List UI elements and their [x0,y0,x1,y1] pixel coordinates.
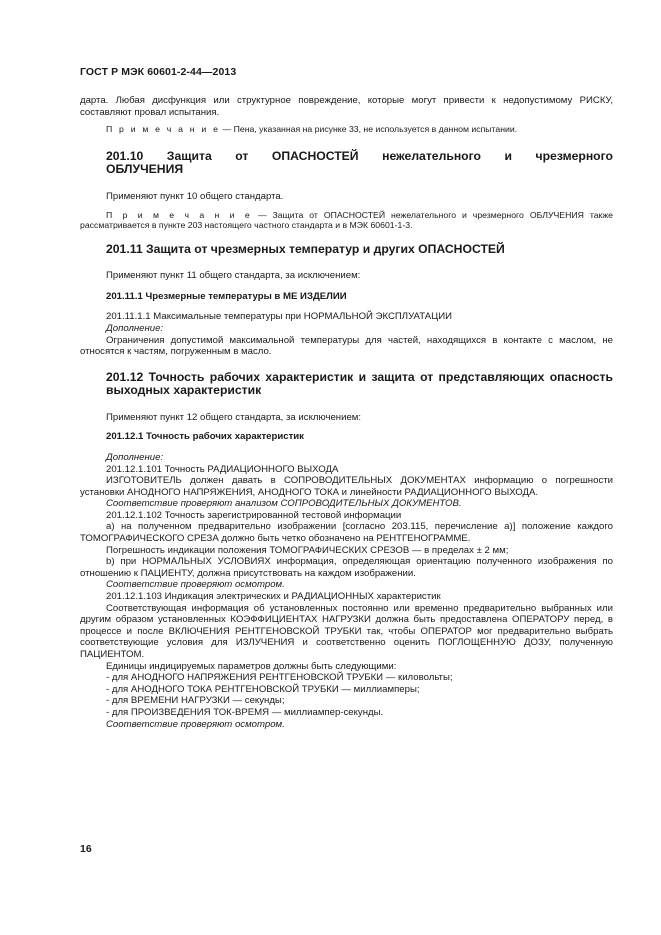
paragraph: 201.11.1.1 Максимальные температуры при НОРМАЛЬНОЙ ЭКСПЛУАТАЦИИ [106,311,453,323]
paragraph: дарта. Любая дисфункция или структурное повреждение, которые могут привести к недопустимому РИСКУ, составляют провал испытания. [80,95,613,118]
note [80,210,613,232]
paragraph: 201.12.1.102 Точность зарегистрированной тестовой информации [106,509,402,521]
note [80,124,613,135]
paragraph: Соответствующая информация об установленных постоянно или временно предварительно выбранных или другим образом установленных КОЭФФИЦИЕНТАХ НАГРУЗКИ должна быть предоставлена ОПЕРАТОРУ перед, в процессе и после ВКЛЮЧЕНИЯ РЕНТГЕНОВСКОЙ ТРУБКИ так, чтобы ОПЕРАТОР мог предварительно выбрать соответствующие условия для ИЗЛУЧЕНИЯ и соответственно оценить ПОГЛОЩЕННУЮ ДОЗУ, полученную ПАЦИЕНТОМ. [80,602,613,661]
paragraph: Погрешность индикации положения ТОМОГРАФИЧЕСКИХ СРЕЗОВ — в пределах ± 2 мм; [106,544,509,556]
list-item: - для АНОДНОГО НАПРЯЖЕНИЯ РЕНТГЕНОВСКОЙ ТРУБКИ — киловольты; [106,672,453,684]
compliance-check: Соответствие проверяют осмотром. [106,718,285,730]
paragraph: 201.12.1.101 Точность РАДИАЦИОННОГО ВЫХОДА [106,463,339,475]
note-label: П р и м е ч а н и е [106,124,221,135]
paragraph: Применяют пункт 12 общего стандарта, за исключением: [106,411,362,423]
paragraph: Применяют пункт 11 общего стандарта, за исключением: [106,270,361,282]
addition-label: Дополнение: [106,451,164,463]
list-item: - для АНОДНОГО ТОКА РЕНТГЕНОВСКОЙ ТРУБКИ — миллиамперы; [106,683,420,695]
section-heading-201-10: 201.10 Защита от ОПАСНОСТЕЙ нежелательного и чрезмерного ОБЛУЧЕНИЯ [106,148,613,176]
note-label: П р и м е ч а н и е [106,209,252,220]
subsection-heading-201-11-1: 201.11.1 Чрезмерные температуры в МЕ ИЗДЕЛИИ [106,290,347,302]
addition-label: Дополнение: [106,322,164,334]
note-text: — Пена, указанная на рисунке 33, не используется в данном испытании. [220,124,518,135]
paragraph: 201.12.1.103 Индикация электрических и РАДИАЦИОННЫХ характеристик [106,591,441,603]
list-item: b) при НОРМАЛЬНЫХ УСЛОВИЯХ информация, определяющая ориентацию полученного изображения по отношению к ПАЦИЕНТУ, должна присутствовать на каждом изображении. [80,556,613,579]
compliance-check: Соответствие проверяют анализом СОПРОВОДИТЕЛЬНЫХ ДОКУМЕНТОВ. [106,498,462,510]
list-item: а) на полученном предварительно изображении [согласно 203.115, перечисление а)] положение каждого ТОМОГРАФИЧЕСКОГО СРЕЗА должно быть четко обозначено на РЕНТГЕНОГРАММЕ. [80,521,613,545]
subsection-heading-201-12-1: 201.12.1 Точность рабочих характеристик [106,431,304,443]
note-text: — Защита от ОПАСНОСТЕЙ нежелательного и чрезмерного ОБЛУЧЕНИЯ также рассматривается в пункте 203 настоящего частного стандарта и в МЭК 60601-1-3. [80,209,613,231]
paragraph: Ограничения допустимой максимальной температуры для частей, находящихся в контакте с маслом, не относятся к частям, погруженным в масло. [80,334,613,358]
section-heading-201-11: 201.11 Защита от чрезмерных температур и других ОПАСНОСТЕЙ [106,242,505,257]
paragraph: Применяют пункт 10 общего стандарта. [106,190,284,202]
paragraph: Единицы индицируемых параметров должны быть следующими: [106,660,397,672]
page-number: 16 [80,843,92,855]
paragraph: ИЗГОТОВИТЕЛЬ должен давать в СОПРОВОДИТЕЛЬНЫХ ДОКУМЕНТАХ информацию о погрешности установки АНОДНОГО НАПРЯЖЕНИЯ, АНОДНОГО ТОКА и линейности РАДИАЦИОННОГО ВЫХОДА. [80,475,613,498]
list-item: - для ПРОИЗВЕДЕНИЯ ТОК-ВРЕМЯ — миллиампер-секунды. [106,706,384,718]
page-content [80,95,613,730]
compliance-check: Соответствие проверяют осмотром. [106,579,285,591]
section-heading-201-12: 201.12 Точность рабочих характеристик и защита от представляющих опасность выходных характеристик [106,369,613,397]
running-header: ГОСТ Р МЭК 60601-2-44—2013 [80,66,237,78]
list-item: - для ВРЕМЕНИ НАГРУЗКИ — секунды; [106,695,285,707]
